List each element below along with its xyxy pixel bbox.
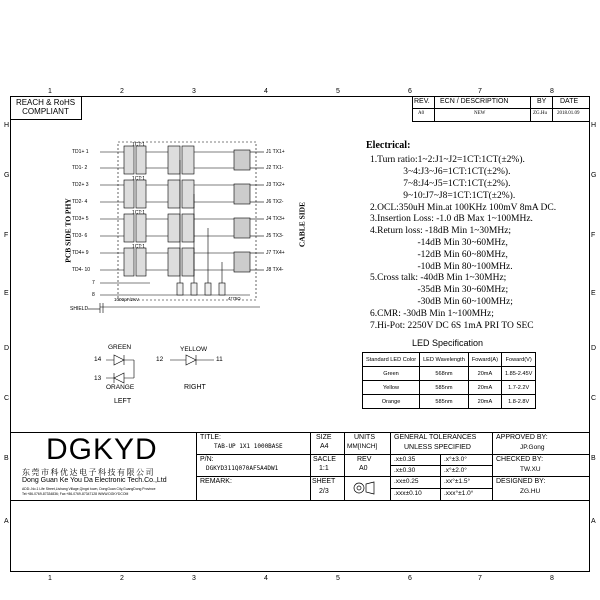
led-right-caption: RIGHT [184, 384, 206, 391]
table-header-cell: LED Wavelength [420, 353, 469, 367]
zone-number: 3 [192, 575, 196, 582]
ecn-value: NEW [474, 111, 486, 116]
pin-label: J5 TX3- [266, 233, 284, 239]
company-logo: DGKYD [46, 433, 158, 466]
electrical-line: -35dB Min 30~60MHz; [370, 285, 509, 295]
ct-label: 1CT:1 [132, 176, 146, 182]
title-label: TITLE: [200, 434, 222, 441]
pin-label: TD4+ 9 [72, 250, 89, 256]
led-pin-label: 13 [94, 375, 102, 382]
table-row [363, 395, 536, 409]
part-value: DGKYD311Q070AF5A4DW1 [206, 465, 279, 472]
tolerance-value: .xx°±1.5° [444, 478, 471, 485]
projection-symbol [353, 480, 375, 496]
company-name-en: Dong Guan Ke You Da Electronic Tech.Co.,Ltd [22, 477, 167, 484]
zone-letter: D [4, 345, 10, 352]
tolerance-value: .x±0.35 [394, 456, 416, 463]
table-header-cell: Standard LED Color [363, 353, 420, 367]
electrical-line: -12dB Min 60~80MHz, [370, 250, 508, 260]
electrical-line: 7~8:J4~J5=1CT:1CT(±2%). [370, 179, 511, 189]
scale-label: SACLE [313, 456, 336, 463]
tolerance-value: .x°±2.0° [444, 467, 467, 474]
table-cell: 20mA [468, 395, 501, 409]
zone-letter: F [4, 232, 9, 239]
led-pin-label: 12 [156, 356, 164, 363]
led-pin-label: 11 [216, 356, 223, 363]
led-left-caption: LEFT [114, 398, 132, 405]
tolerance-value: .x±0.30 [394, 467, 416, 474]
sheet-label: SHEET [312, 478, 336, 485]
pin-label: J6 TX2- [266, 199, 284, 205]
ecn-header: ECN / DESCRIPTION [440, 98, 509, 105]
compliance-text: REACH & RoHS COMPLIANT [15, 98, 76, 116]
electrical-line: -10dB Min 80~100MHz. [370, 262, 513, 272]
electrical-line: 1.Turn ratio:1~2:J1~J2=1CT:1CT(±2%). [370, 155, 525, 165]
electrical-line: 5.Cross talk: -40dB Min 1~30MHz; [370, 273, 507, 283]
led-spec-title: LED Specification [412, 338, 484, 348]
table-cell: 568nm [420, 367, 469, 381]
pcb-side-label: PCB SIDE TO PHY [63, 198, 73, 263]
rev-value: A0 [418, 111, 425, 116]
zone-letter: C [591, 395, 597, 402]
date-value: 2018.01.09 [557, 111, 580, 116]
pin-label: J4 TX3+ [266, 216, 285, 222]
zone-letter: F [591, 232, 596, 239]
size-value: A4 [320, 443, 329, 450]
title-block [10, 432, 590, 572]
zone-number: 4 [264, 88, 268, 95]
table-cell: Yellow [363, 381, 420, 395]
checked-label: CHECKED BY: [496, 456, 544, 463]
pin-label: J1 TX1+ [266, 149, 285, 155]
scale-value: 1:1 [319, 465, 329, 472]
led-spec-table [362, 352, 536, 409]
pin-label: TD2+ 3 [72, 182, 89, 188]
zone-letter: E [591, 290, 596, 297]
table-row [363, 367, 536, 381]
pin-label: J7 TX4+ [266, 250, 285, 256]
company-address: ADD:-No.1 Life Street,Lishang Village,Qingxi town, DongGuan City,GuangDong Province [22, 487, 156, 491]
rev-value: A0 [359, 465, 368, 472]
zone-number: 2 [120, 575, 124, 582]
electrical-line: 2.OCL:350uH Min.at 100KHz 100mV 8mA DC. [370, 203, 557, 213]
led-orange-label: ORANGE [106, 384, 135, 391]
designed-value: ZG.HU [520, 488, 541, 495]
designed-label: DESIGNED BY: [496, 478, 546, 485]
pin-label: 8 [92, 292, 95, 298]
zone-number: 8 [550, 575, 554, 582]
tolerance-value: .x°±3.0° [444, 456, 467, 463]
zone-number: 1 [48, 88, 52, 95]
ct-label: 1CT:1 [132, 142, 146, 148]
zone-letter: H [4, 122, 10, 129]
units-label: UNITS [354, 434, 375, 441]
tolerance-value: .xxx±0.10 [394, 490, 422, 497]
zone-number: 6 [408, 575, 412, 582]
ct-label: 1CT:1 [132, 210, 146, 216]
resistor-label: 4*75Ω [228, 296, 241, 301]
zone-number: 5 [336, 88, 340, 95]
zone-number: 4 [264, 575, 268, 582]
table-header-row [363, 353, 536, 367]
company-name-cn: 东莞市科优达电子科技有限公司 [22, 468, 155, 477]
zone-letter: A [4, 518, 9, 525]
units-value: MM[INCH] [347, 443, 378, 450]
table-cell: 1.8-2.8V [501, 395, 535, 409]
zone-number: 5 [336, 575, 340, 582]
pin-label: 7 [92, 280, 95, 286]
pin-label: TD4- 10 [72, 267, 91, 273]
electrical-line: 7.Hi-Pot: 2250V DC 6S 1mA PRI TO SEC [370, 321, 534, 331]
pin-label: J8 TX4- [266, 267, 284, 273]
table-cell: 20mA [468, 381, 501, 395]
tolerance-subtitle: UNLESS SPECIFIED [404, 444, 471, 451]
table-cell: 1.7-2.2V [501, 381, 535, 395]
zone-number: 2 [120, 88, 124, 95]
rev-header: REV. [414, 98, 430, 105]
table-cell: 1.85-2.45V [501, 367, 535, 381]
zone-letter: G [591, 172, 597, 179]
zone-letter: C [4, 395, 10, 402]
date-header: DATE [560, 98, 579, 105]
pin-label: TD3- 6 [72, 233, 88, 239]
by-value: ZG.Hu [533, 111, 548, 116]
pin-label: TD3+ 5 [72, 216, 89, 222]
led-pin-label: 14 [94, 356, 102, 363]
table-cell: Orange [363, 395, 420, 409]
zone-letter: E [4, 290, 9, 297]
sheet-value: 2/3 [319, 488, 329, 495]
table-header-cell: Foward(V) [501, 353, 535, 367]
table-row [363, 381, 536, 395]
tolerance-value: .xxx°±1.0° [444, 490, 474, 497]
pin-label: TD1- 2 [72, 165, 88, 171]
led-green-label: GREEN [108, 344, 132, 351]
zone-letter: D [591, 345, 597, 352]
zone-number: 6 [408, 88, 412, 95]
part-label: P/N: [200, 456, 214, 463]
tolerance-title: GENERAL TOLERANCES [394, 434, 477, 441]
electrical-line: -14dB Min 30~60MHz, [370, 238, 508, 248]
by-header: BY [537, 98, 547, 105]
remark-label: REMARK: [200, 478, 232, 485]
zone-letter: B [591, 455, 596, 462]
zone-letter: B [4, 455, 9, 462]
electrical-line: 9~10:J7~J8=1CT:1CT(±2%). [370, 191, 516, 201]
approved-label: APPROVED BY: [496, 434, 548, 441]
pin-label: J2 TX1- [266, 165, 284, 171]
title-value: TAB-UP 1X1 1000BASE [214, 443, 283, 450]
table-cell: 20mA [468, 367, 501, 381]
checked-value: TW.XU [520, 466, 541, 473]
zone-number: 1 [48, 575, 52, 582]
electrical-line: 4.Return loss: -18dB Min 1~30MHz; [370, 226, 512, 236]
zone-number: 8 [550, 88, 554, 95]
approved-value: JP.Gong [520, 444, 545, 451]
zone-number: 7 [478, 575, 482, 582]
ct-label: 1CT:1 [132, 244, 146, 250]
capacitor-label: 1000pF/2KV [114, 297, 140, 302]
shield-label: SHIELD [70, 306, 89, 312]
company-contact: Tel:+86-0769-87334836; Fax:+86-0769-87347128 WWW.DGKYDCOM [22, 492, 129, 496]
zone-letter: H [591, 122, 597, 129]
electrical-line: -30dB Min 60~100MHz; [370, 297, 513, 307]
zone-letter: A [591, 518, 596, 525]
cable-side-label: CABLE SIDE [297, 201, 307, 248]
electrical-line: 6.CMR: -30dB Min 1~100MHz; [370, 309, 494, 319]
table-header-cell: Foward(A) [468, 353, 501, 367]
tolerance-value: .xx±0.25 [394, 478, 419, 485]
zone-letter: G [4, 172, 10, 179]
electrical-line: 3~4:J3~J6=1CT:1CT(±2%). [370, 167, 511, 177]
electrical-title: Electrical: [366, 140, 411, 151]
pin-label: TD1+ 1 [72, 149, 89, 155]
table-cell: Green [363, 367, 420, 381]
pin-label: TD2- 4 [72, 199, 88, 205]
zone-number: 7 [478, 88, 482, 95]
zone-number: 3 [192, 88, 196, 95]
table-cell: 585nm [420, 381, 469, 395]
rev-label: REV [357, 456, 372, 463]
size-label: SIZE [316, 434, 332, 441]
electrical-line: 3.Insertion Loss: -1.0 dB Max 1~100MHz. [370, 214, 533, 224]
table-cell: 585nm [420, 395, 469, 409]
pin-label: J3 TX2+ [266, 182, 285, 188]
led-yellow-label: YELLOW [180, 346, 208, 353]
